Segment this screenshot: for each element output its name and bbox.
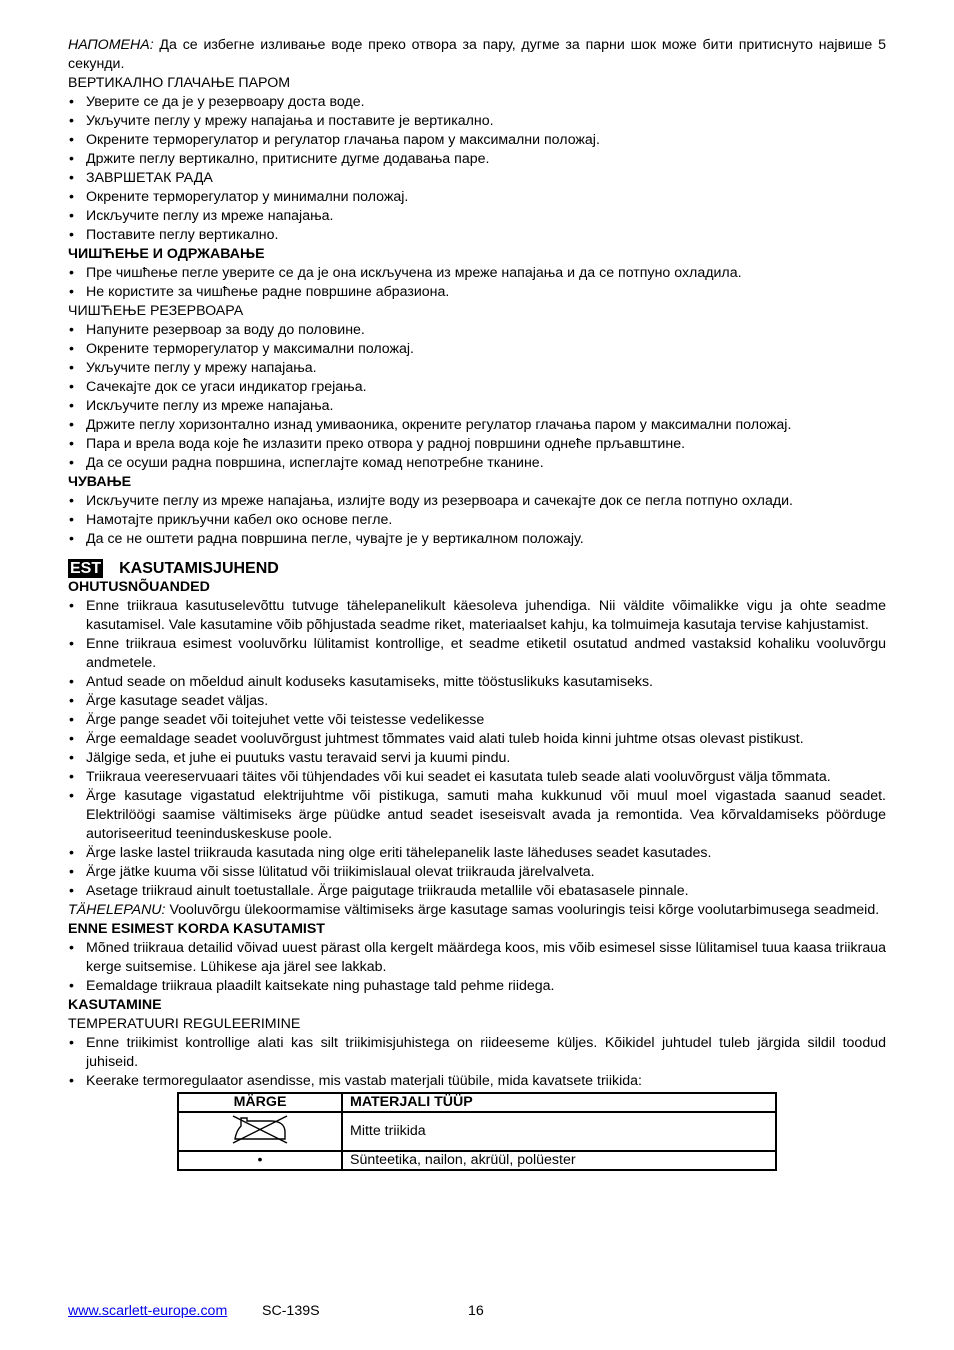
table-row: [178, 1112, 776, 1151]
rs-note-label: НАПОМЕНА:: [68, 37, 154, 53]
manual-page: [68, 36, 886, 1171]
list-item: • Искључите пеглу из мреже напајања, излијте воду из резервоара и сачекајте док се пегла потпуно охлади.: [68, 492, 886, 511]
list-item: • Држите пеглу хоризонтално изнад умиваоника, окрените регулатор глачања паром у максимални положај.: [68, 416, 886, 435]
est-section-header: [68, 558, 886, 578]
rs-storage-title: ЧУВАЊЕ: [68, 474, 132, 490]
table-header-material: MATERJALI TÜÜP: [342, 1093, 776, 1112]
rs-storage-list: [68, 492, 886, 549]
est-usage-title: KASUTAMINE: [68, 997, 162, 1013]
rs-cleaning-list: [68, 264, 886, 302]
list-item: • Укључите пеглу у мрежу напајања и поставите је вертикално.: [68, 112, 886, 131]
list-item: • Уверите се да је у резервоару доста воде.: [68, 93, 886, 112]
rs-vertical-list: [68, 93, 886, 245]
list-item: • Ärge kasutage vigastatud elektrijuhtme või pistikuga, samuti maha kukkunud või muul moel vigastada saanud seadet. Elektrilöögi saamise vältimiseks ärge püüdke antud seadet iseseisvalt avada ja remontida. Vea kõrvaldamiseks pöörduge autoriseeritud teeninduskeskuse poole.: [68, 787, 886, 844]
table-cell-material: Sünteetika, nailon, akrüül, polüester: [342, 1151, 776, 1170]
list-item: • Поставите пеглу вертикално.: [68, 226, 886, 245]
list-item: • Keerake termoregulaator asendisse, mis vastab materjali tüübile, mida kavatsete triikida:: [68, 1072, 886, 1091]
est-first-use-title: ENNE ESIMEST KORDA KASUTAMIST: [68, 921, 325, 937]
list-item: • Не користите за чишћење радне површине абразиона.: [68, 283, 886, 302]
list-item: • Jälgige seda, et juhe ei puutuks vastu teravaid servi ja kuumi pindu.: [68, 749, 886, 768]
rs-tank-list: [68, 321, 886, 473]
list-item: • Antud seade on mõeldud ainult koduseks kasutamiseks, mitte tööstuslikuks kasutamiseks.: [68, 673, 886, 692]
est-note-text: Vooluvõrgu ülekoormamise vältimiseks ärge kasutage samas vooluringis teisi kõrge voolutarbimusega seadmeid.: [165, 902, 880, 918]
table-header-row: [178, 1093, 776, 1112]
list-item: • Enne triikraua esimest vooluvõrku lülitamist kontrollige, et seadme etiketil osutatud andmed vastaksid kohaliku vooluvõrgu andmetele.: [68, 635, 886, 673]
rs-note: [68, 36, 886, 74]
list-item: • Окрените терморегулатор у максимални положај.: [68, 340, 886, 359]
list-item: • Пара и врела вода које ће излазити преко отвора у радној површини однеће прљавштине.: [68, 435, 886, 454]
table-cell-material: Mitte triikida: [342, 1112, 776, 1151]
model-number: SC-139S: [262, 1303, 320, 1319]
table-cell-mark: [178, 1112, 342, 1151]
est-temp-list: [68, 1034, 886, 1091]
est-temp-title: TEMPERATUURI REGULEERIMINE: [68, 1016, 301, 1032]
list-item: • Намотајте прикључни кабел око основе пегле.: [68, 511, 886, 530]
ironing-mark-table: [177, 1092, 777, 1171]
list-item: • Enne triikimist kontrollige alati kas silt triikimisjuhistega on riideeseme küljes. Kõikidel juhtudel tuleb järgida sildil toodud juhiseid.: [68, 1034, 886, 1072]
est-first-use-list: [68, 939, 886, 996]
list-item: • Ärge pange seadet või toitejuhet vette või teistesse vedelikesse: [68, 711, 886, 730]
list-item: • Enne triikraua kasutuselevõttu tutvuge tähelepanelikult käesoleva juhendiga. Nii väldite võimalikke vigu ja ohte seadme kasutamisel. Vale kasutamine võib põhjustada seadme riket, materiaalset kahju, ka tolmuimeja kasutaja tervise kahjustamist.: [68, 597, 886, 635]
list-item: • Сачекајте док се угаси индикатор грејања.: [68, 378, 886, 397]
est-section-title: KASUTAMISJUHEND: [119, 559, 279, 577]
rs-vertical-title: ВЕРТИКАЛНО ГЛАЧАЊЕ ПАРОМ: [68, 75, 291, 91]
website-link[interactable]: www.scarlett-europe.com: [68, 1303, 228, 1319]
rs-cleaning-title: ЧИШЋЕЊЕ И ОДРЖАВАЊЕ: [68, 246, 265, 262]
table-header-mark: MÄRGE: [178, 1093, 342, 1112]
list-item: • Asetage triikraud ainult toetustallale. Ärge paigutage triikrauda metallile või ebatasasele pinnale.: [68, 882, 886, 901]
crossed-iron-icon: [229, 1113, 291, 1145]
list-item: • Eemaldage triikraua plaadilt kaitsekate ning puhastage tald pehme riidega.: [68, 977, 886, 996]
est-safety-title: OHUTUSNÕUANDED: [68, 579, 210, 595]
est-safety-list: [68, 597, 886, 901]
list-item: • Ärge eemaldage seadet vooluvõrgust juhtmest tõmmates vaid alati tuleb hoida kinni juhtme otsas olevast pistikust.: [68, 730, 886, 749]
list-item: • Напуните резервоар за воду до половине.: [68, 321, 886, 340]
list-item: • ЗАВРШЕТАК РАДА: [68, 169, 886, 188]
est-note-label: TÄHELEPANU:: [68, 902, 166, 918]
est-note: [68, 901, 886, 920]
list-item: • Mõned triikraua detailid võivad uuest pärast olla kergelt määrdega koos, mis võib esimesel sisse lülitamisel tuua kaasa triikraua kerge suitsemise. Lühikese aja järel see lakkab.: [68, 939, 886, 977]
list-item: • Држите пеглу вертикално, притисните дугме додавања паре.: [68, 150, 886, 169]
list-item: • Окрените терморегулатор у минимални положај.: [68, 188, 886, 207]
table-cell-mark: •: [178, 1151, 342, 1170]
rs-tank-title: ЧИШЋЕЊЕ РЕЗЕРВОАРА: [68, 303, 244, 319]
list-item: • Ärge kasutage seadet väljas.: [68, 692, 886, 711]
list-item: • Triikraua veereservuaari täites või tühjendades või kui seadet ei kasutata tuleb seade alati vooluvõrgust välja tõmmata.: [68, 768, 886, 787]
list-item: • Да се осуши радна површина, испеглајте комад непотребне тканине.: [68, 454, 886, 473]
rs-note-text: Да се избегне изливање воде преко отвора за пару, дугме за парни шок може бити притиснуто највише 5 секунди.: [68, 37, 886, 72]
list-item: • Ärge jätke kuuma või sisse lülitatud või triikimislaual olevat triikrauda järelvalveta.: [68, 863, 886, 882]
table-row: [178, 1151, 776, 1170]
list-item: • Искључите пеглу из мреже напајања.: [68, 207, 886, 226]
list-item: • Да се не оштети радна површина пегле, чувајте је у вертикалном положају.: [68, 530, 886, 549]
list-item: • Пре чишћење пегле уверите се да је она искључена из мреже напајања и да се потпуно охладила.: [68, 264, 886, 283]
page-number: 16: [468, 1303, 484, 1319]
list-item: • Искључите пеглу из мреже напајања.: [68, 397, 886, 416]
language-badge: EST: [70, 559, 102, 577]
list-item: • Укључите пеглу у мрежу напајања.: [68, 359, 886, 378]
list-item: • Ärge laske lastel triikrauda kasutada ning olge eriti tähelepanelik laste läheduses seadet kasutades.: [68, 844, 886, 863]
page-footer: [68, 1303, 886, 1319]
list-item: • Окрените терморегулатор и регулатор глачања паром у максимални положај.: [68, 131, 886, 150]
